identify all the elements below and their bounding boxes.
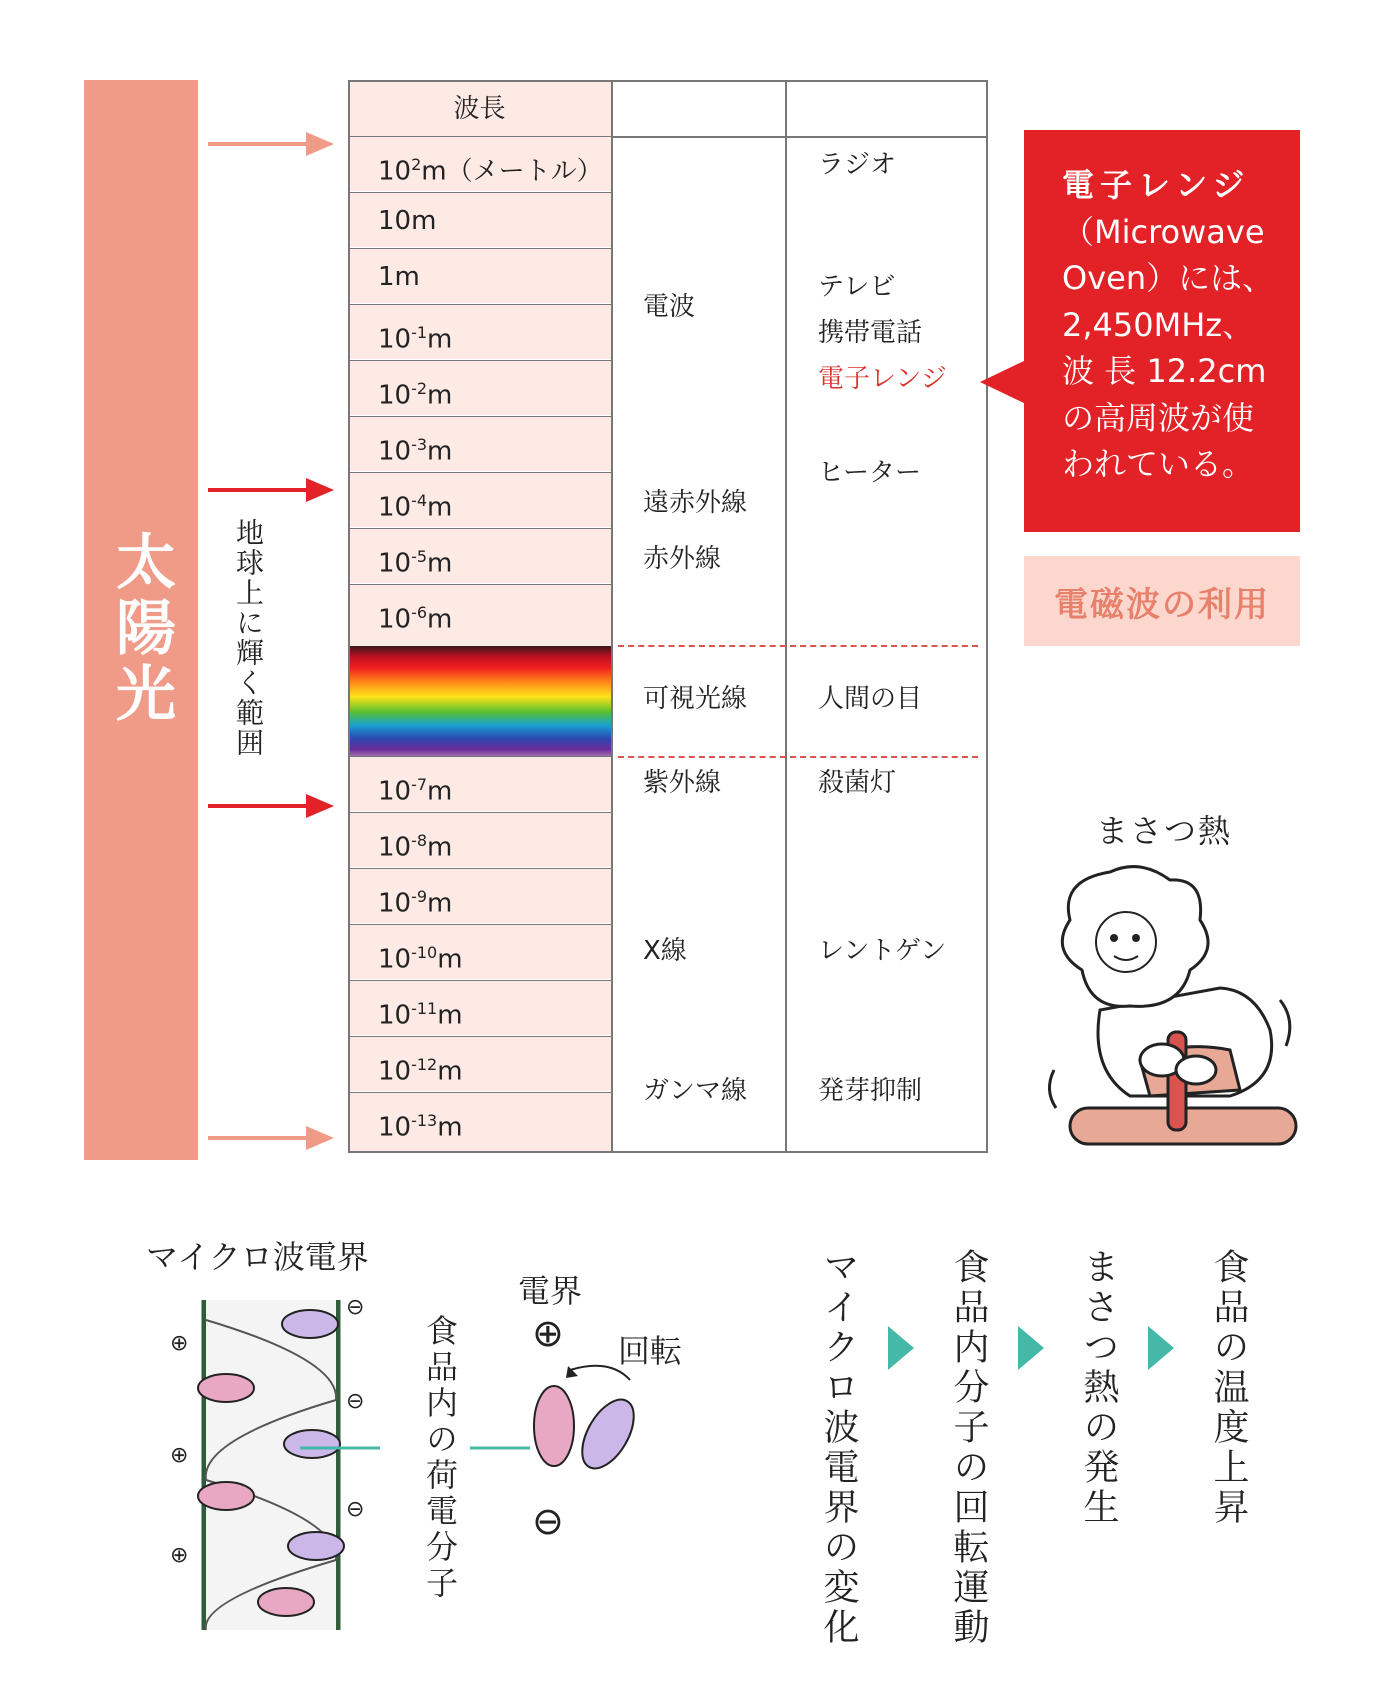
charged-molecules-label: 食品内の荷電分子 <box>421 1314 459 1602</box>
category-ultraviolet: 紫外線 <box>643 768 722 798</box>
flow-step-field-change: マイクロ波電界の変化 <box>818 1248 859 1648</box>
callout-line: 2,450MHz、 <box>1062 305 1255 344</box>
wavelength-cell: $10^{-2}m$ <box>348 360 611 415</box>
flow-arrow-icon <box>1148 1326 1174 1370</box>
svg-text:⊕: ⊕ <box>532 1311 564 1355</box>
use-heater: ヒーター <box>818 458 921 488</box>
microwave-field-diagram <box>160 1280 380 1640</box>
column-divider <box>611 80 613 1152</box>
category-radio-wave: 電波 <box>643 292 696 322</box>
microwave-field-label: マイクロ波電界 <box>146 1238 369 1276</box>
category-gamma: ガンマ線 <box>643 1076 748 1106</box>
arrow-bottom <box>208 1126 334 1150</box>
category-visible: 可視光線 <box>643 684 748 714</box>
svg-text:⊖: ⊖ <box>346 1389 365 1414</box>
flow-step-molecule-rotation: 食品内分子の回転運動 <box>948 1248 989 1648</box>
em-use-badge: 電磁波の利用 <box>1024 556 1300 646</box>
visible-spectrum-band <box>348 646 611 756</box>
table-border-bottom <box>348 1151 988 1153</box>
rotation-label: 回転 <box>618 1332 683 1370</box>
svg-text:⊖: ⊖ <box>346 1295 365 1320</box>
callout-line: Oven）には、 <box>1062 259 1275 297</box>
svg-text:⊖: ⊖ <box>532 1499 564 1543</box>
use-xray-photo: レントゲン <box>818 936 947 966</box>
arrow-earth-lower <box>208 794 334 818</box>
callout-title: 電子レンジ <box>1062 166 1251 204</box>
flow-step-friction-heat: まさつ熱の発生 <box>1078 1248 1119 1528</box>
wavelength-cell: $10^{-6}m$ <box>348 584 611 646</box>
arrow-top <box>208 132 334 156</box>
wavelength-cell: $10^{-11}m$ <box>348 980 611 1035</box>
svg-text:⊖: ⊖ <box>346 1497 365 1522</box>
category-far-infrared: 遠赤外線 <box>643 488 748 518</box>
callout-pointer <box>980 360 1026 404</box>
sunlight-label: 太陽光 <box>106 530 176 728</box>
flow-arrow-icon <box>1018 1326 1044 1370</box>
table-border-top <box>348 80 988 82</box>
svg-text:⊕: ⊕ <box>170 1543 189 1568</box>
visible-upper-divider <box>618 645 978 647</box>
wavelength-cell: $10^{-8}m$ <box>348 812 611 867</box>
spectrum-table <box>348 80 988 1152</box>
wavelength-cell: $10^{-5}m$ <box>348 528 611 583</box>
caveman-fire-drill-illustration <box>1030 860 1310 1150</box>
wavelength-cell: $10^{-4}m$ <box>348 472 611 527</box>
wavelength-cell: $10^{-3}m$ <box>348 416 611 471</box>
svg-text:⊕: ⊕ <box>170 1443 189 1468</box>
range-arrows <box>200 120 340 1160</box>
header-divider <box>611 136 987 138</box>
category-xray: X線 <box>643 936 687 966</box>
earth-range-label: 地球上に輝く範囲 <box>232 518 265 758</box>
column-divider <box>785 80 787 1152</box>
visible-lower-divider <box>618 756 978 758</box>
use-human-eye: 人間の目 <box>818 684 923 714</box>
microwave-callout <box>1024 130 1300 532</box>
table-border-right <box>986 80 988 1152</box>
wavelength-cell: $10^{-9}m$ <box>348 868 611 923</box>
use-germicidal-lamp: 殺菌灯 <box>818 768 897 798</box>
wavelength-cell: 10m <box>348 192 611 247</box>
wavelength-cell: $10^2m$（メートル） <box>348 136 611 191</box>
wavelength-cell: $10^{-13}m$ <box>348 1092 611 1152</box>
friction-heat-label: まさつ熱 <box>1096 812 1233 850</box>
category-infrared: 赤外線 <box>643 544 722 574</box>
flow-arrow-icon <box>888 1326 914 1370</box>
use-tv: テレビ <box>818 272 896 302</box>
arrow-earth-upper <box>208 478 334 502</box>
table-border-left <box>348 80 350 1152</box>
callout-line: の高周波が使 <box>1062 398 1255 437</box>
wavelength-cell: 1m <box>348 248 611 303</box>
electric-field-label: 電界 <box>518 1272 583 1310</box>
callout-line: われている。 <box>1062 445 1255 483</box>
wavelength-cell: $10^{-1}m$ <box>348 304 611 359</box>
wavelength-cell: $10^{-10}m$ <box>348 924 611 979</box>
use-microwave-oven: 電子レンジ <box>818 364 947 394</box>
use-mobile: 携帯電話 <box>818 318 923 348</box>
table-header-wavelength: 波長 <box>348 80 611 137</box>
use-sprout-inhibition: 発芽抑制 <box>818 1076 923 1106</box>
wavelength-cell: $10^{-7}m$ <box>348 756 611 811</box>
svg-text:⊕: ⊕ <box>170 1331 189 1356</box>
flow-step-temperature-rise: 食品の温度上昇 <box>1208 1248 1249 1528</box>
callout-line: （Microwave <box>1062 212 1265 251</box>
use-radio: ラジオ <box>818 150 897 180</box>
wavelength-cell: $10^{-12}m$ <box>348 1036 611 1091</box>
rotating-molecule-diagram <box>470 1310 650 1550</box>
callout-line: 波 長 12.2cm <box>1062 352 1267 390</box>
